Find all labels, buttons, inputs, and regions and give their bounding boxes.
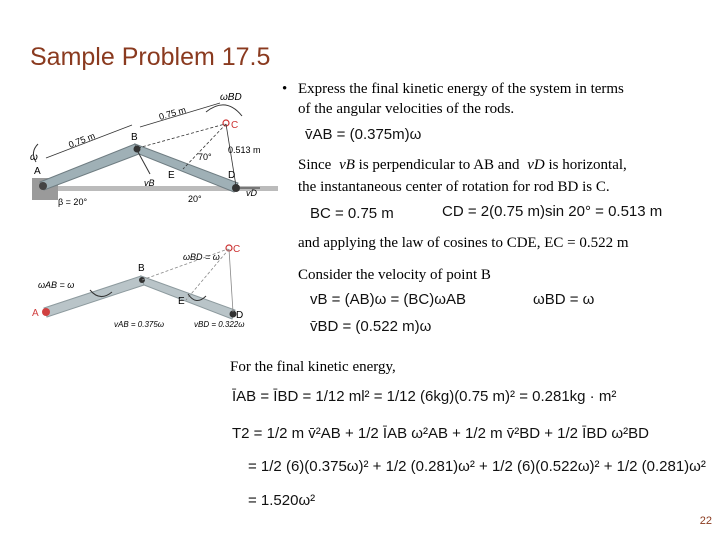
omega-bd-arc bbox=[206, 105, 242, 116]
label-omega-ab: ωAB = ω bbox=[38, 280, 75, 290]
label-point-c: C bbox=[231, 120, 239, 131]
bullet-marker: • bbox=[282, 81, 288, 97]
label-point-a-final: A bbox=[32, 308, 39, 319]
equation-vbd: v̄BD = (0.522 m)ω bbox=[310, 318, 432, 335]
equation-t2-line-2: = 1/2 (6)(0.375ω)² + 1/2 (0.281)ω² + 1/2 (6)(0.522ω)² + 1/2 (0.281)ω² bbox=[248, 458, 706, 475]
label-point-e: E bbox=[168, 170, 175, 181]
line-bc bbox=[138, 124, 225, 148]
rod-bd-final bbox=[141, 276, 235, 319]
line-cd-final bbox=[229, 249, 233, 312]
equation-omega-bd: ωBD = ω bbox=[533, 291, 595, 308]
since-vd: vD bbox=[527, 157, 545, 173]
equation-inertia: ĪAB = ĪBD = 1/12 ml² = 1/12 (6kg)(0.75 m)² = 0.281kg · m² bbox=[232, 388, 617, 405]
final-ke-text: For the final kinetic energy, bbox=[230, 359, 396, 375]
line-ce bbox=[183, 124, 226, 169]
equation-t2-line-1: T2 = 1/2 m v̄²AB + 1/2 ĪAB ω²AB + 1/2 m v̄²BD + 1/2 ĪBD ω²BD bbox=[232, 425, 649, 442]
equation-vab: v̄AB = (0.375m)ω bbox=[305, 126, 422, 143]
label-point-d: D bbox=[228, 170, 236, 181]
bullet-text-line-2: of the angular velocities of the rods. bbox=[298, 101, 515, 117]
label-len-bd: 0.75 m bbox=[157, 104, 188, 122]
label-dim-cd: 0.513 m bbox=[228, 145, 261, 155]
label-omega-bd: ωBD bbox=[220, 92, 242, 103]
label-point-b-final: B bbox=[138, 263, 145, 274]
equation-t2-line-3: = 1.520ω² bbox=[248, 492, 316, 509]
figure-initial-position bbox=[28, 82, 278, 212]
label-vel-bd: vBD = 0.322ω bbox=[194, 320, 245, 329]
equation-bc: BC = 0.75 m bbox=[310, 205, 394, 222]
label-point-a: A bbox=[34, 166, 41, 177]
rod-ab bbox=[40, 144, 139, 190]
label-vel-b: vB bbox=[144, 178, 155, 188]
bullet-text-line-1: Express the final kinetic energy of the system in terms bbox=[298, 81, 624, 97]
label-beta: β = 20° bbox=[58, 197, 88, 207]
equation-cd: CD = 2(0.75 m)sin 20° = 0.513 m bbox=[442, 203, 663, 220]
since-horizontal: is horizontal, bbox=[548, 157, 627, 173]
label-point-e-final: E bbox=[178, 296, 185, 307]
label-point-b: B bbox=[131, 132, 138, 143]
since-word: Since bbox=[298, 157, 332, 173]
equation-vb: vB = (AB)ω = (BC)ωAB bbox=[310, 291, 466, 308]
since-perpendicular: is perpendicular to AB and bbox=[358, 157, 520, 173]
figure-final-position bbox=[28, 240, 258, 335]
law-of-cosines-text: and applying the law of cosines to CDE, EC = 0.522 m bbox=[298, 235, 629, 251]
since-vb: vB bbox=[339, 157, 355, 173]
page-number: 22 bbox=[699, 515, 712, 527]
since-line-2: the instantaneous center of rotation for rod BD is C. bbox=[298, 179, 610, 195]
pin-a-final bbox=[42, 308, 50, 316]
label-omega: ω bbox=[30, 152, 38, 163]
label-point-d-final: D bbox=[236, 310, 244, 321]
label-point-c-final: C bbox=[233, 244, 241, 255]
slide-title: Sample Problem 17.5 bbox=[30, 43, 271, 71]
label-vel-d: vD bbox=[246, 188, 257, 198]
pin-a bbox=[39, 182, 47, 190]
consider-text: Consider the velocity of point B bbox=[298, 267, 491, 283]
label-angle-20: 20° bbox=[188, 194, 202, 204]
label-vel-ab: vAB = 0.375ω bbox=[114, 320, 165, 329]
label-len-ab: 0.75 m bbox=[67, 130, 97, 150]
since-line-1 bbox=[298, 155, 627, 175]
pin-b bbox=[134, 146, 141, 153]
label-angle-70: 70° bbox=[198, 152, 212, 162]
label-omega-bd-final: ωBD = ω bbox=[183, 252, 220, 262]
